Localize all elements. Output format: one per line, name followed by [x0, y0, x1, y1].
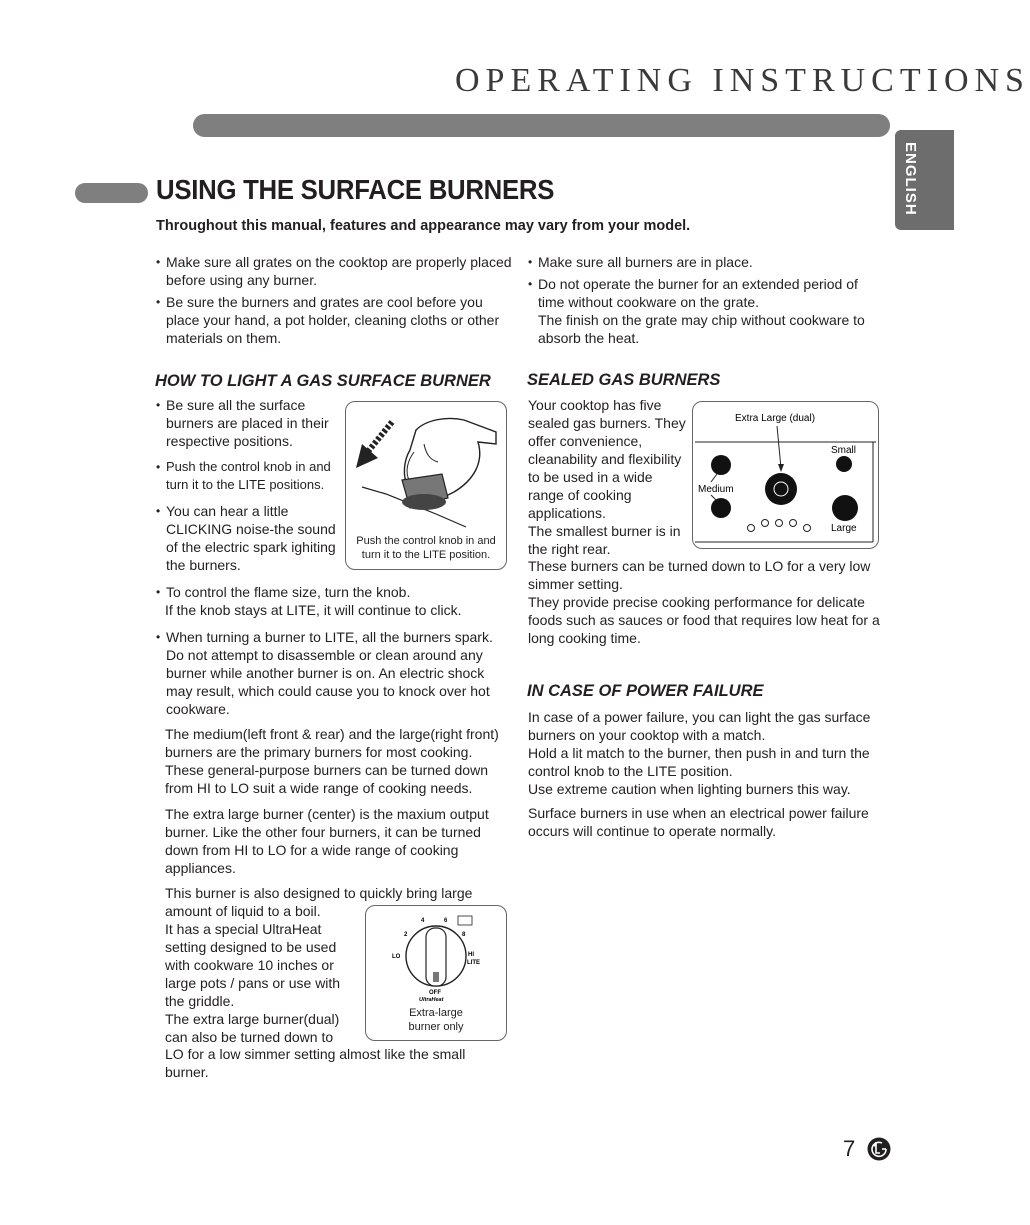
- ultraheat-text-narrow: [165, 920, 355, 1046]
- list-item: • Push the control knob in and turn it to the LITE positions.: [156, 458, 344, 494]
- paragraph: The extra large burner(dual) can also be turned down to: [165, 1011, 340, 1045]
- large-burner-icon: [832, 495, 858, 521]
- large-label: Large: [831, 523, 857, 534]
- medium-label: Medium: [698, 484, 734, 495]
- down-arrow-icon: [356, 422, 392, 468]
- sealed-text-wide: [528, 557, 884, 647]
- cooktop-diagram: [693, 402, 878, 548]
- lite-label: LITE: [467, 960, 480, 966]
- paragraph: The medium(left front & rear) and the large(right front) burners are the primary burners for most cooking. These general-purpose burners can be turned down from HI to LO suit a wide range of cooking needs.: [165, 726, 499, 796]
- paragraph: The smallest burner is in the right rear.: [528, 523, 681, 557]
- tick-label: 4: [421, 918, 425, 924]
- flame-control-text: [156, 583, 512, 718]
- extra-large-burner-icon: [765, 473, 797, 505]
- burner-layout-diagram: [692, 401, 879, 549]
- small-burner-icon: [836, 456, 852, 472]
- paragraph: Use extreme caution when lighting burners this way.: [528, 781, 851, 797]
- paragraph: In case of a power failure, you can light the gas surface burners on your cooktop with a match.: [528, 709, 871, 743]
- title-bar-divider: [193, 114, 890, 137]
- list-item: • Make sure all burners are in place.: [528, 253, 884, 271]
- paragraph: The extra large burner (center) is the maxium output burner. Like the other four burners, it can be turned down from HI to LO for a wide range of cooking appliances.: [165, 806, 489, 876]
- paragraph: Surface burners in use when an electrical power failure occurs will continue to operate normally.: [528, 805, 869, 839]
- language-tab-label: ENGLISH: [902, 142, 919, 216]
- list-item-continuation: The finish on the grate may chip without cookware to absorb the heat.: [538, 312, 865, 346]
- language-tab: [895, 130, 954, 230]
- medium-front-burner-icon: [711, 498, 731, 518]
- list-item: • To control the flame size, turn the knob.: [156, 583, 512, 601]
- intro-right-list: [528, 253, 884, 347]
- paragraph: Your cooktop has five sealed gas burners. They offer convenience, cleanability and flexibility to be used in a wide range of cooking applications.: [528, 397, 686, 521]
- light-bullets: [156, 396, 344, 574]
- page-number: 7: [843, 1136, 856, 1161]
- extra-large-label: Extra Large (dual): [735, 413, 816, 424]
- list-item: • Be sure the burners and grates are cool before you place your hand, a pot holder, cleaning cloths or other materials on them.: [156, 293, 512, 347]
- tick-label: 8: [462, 932, 466, 938]
- list-item: • Make sure all grates on the cooktop are properly placed before using any burner.: [156, 253, 512, 289]
- section-title: USING THE SURFACE BURNERS: [156, 174, 555, 205]
- medium-rear-burner-icon: [711, 455, 731, 475]
- list-item: • Be sure all the surface burners are placed in their respective positions.: [156, 396, 344, 450]
- list-item: • Do not operate the burner for an extended period of time without cookware on the grate.: [528, 275, 884, 311]
- hi-label: HI: [468, 952, 474, 958]
- sealed-heading: SEALED GAS BURNERS: [527, 371, 721, 389]
- ultraheat-text-bottom: [165, 1045, 505, 1081]
- light-heading: HOW TO LIGHT A GAS SURFACE BURNER: [155, 372, 491, 390]
- lo-label: LO: [392, 954, 401, 960]
- paragraph: Hold a lit match to the burner, then push in and turn the control knob to the LITE position.: [528, 745, 870, 779]
- lg-logo: [867, 1137, 891, 1161]
- paragraph: LO for a low simmer setting almost like the small burner.: [165, 1046, 466, 1080]
- ultraheat-symbol-icon: [458, 916, 472, 925]
- knob-push-caption: Push the control knob in and turn it to the LITE position.: [356, 535, 496, 561]
- ultraheat-label: UltraHeat: [419, 997, 444, 1003]
- sealed-text-narrow: [528, 396, 690, 558]
- hand-knob-illustration: [346, 402, 506, 532]
- knob-dial-illustration: [366, 906, 506, 1004]
- page-title: OPERATING INSTRUCTIONS: [455, 62, 1030, 99]
- paragraph: They provide precise cooking performance for delicate foods such as sauces or food that requires low heat for a long cooking time.: [528, 594, 880, 646]
- control-knob-icon: [402, 474, 448, 510]
- knob-dial-caption: Extra-large burner only: [408, 1007, 464, 1033]
- burner-description: [165, 725, 510, 877]
- intro-left-list: [156, 253, 512, 347]
- small-label: Small: [831, 445, 857, 456]
- power-heading: IN CASE OF POWER FAILURE: [527, 682, 764, 700]
- paragraph: These burners can be turned down to LO for a very low simmer setting.: [528, 558, 871, 592]
- tick-label: 2: [404, 932, 408, 938]
- knob-indicators-icon: [748, 520, 811, 532]
- section-subtitle: Throughout this manual, features and appearance may vary from your model.: [156, 218, 691, 234]
- power-text: [528, 708, 878, 840]
- list-item: • When turning a burner to LITE, all the burners spark. Do not attempt to disassemble or clean around any burner while another burner is on. An electric shock may result, which could cause you to knock over hot cookware.: [156, 628, 512, 718]
- paragraph: It has a special UltraHeat setting designed to be used with cookware 10 inches or large pots / pans or use with the griddle.: [165, 921, 341, 1009]
- list-item-continuation: If the knob stays at LITE, it will continue to click.: [165, 602, 462, 618]
- tick-label: 6: [444, 918, 448, 924]
- paragraph: This burner is also designed to quickly bring large amount of liquid to a boil.: [165, 885, 473, 919]
- off-label: OFF: [429, 990, 441, 996]
- section-marker: [75, 183, 148, 203]
- list-item: • You can hear a little CLICKING noise-the sound of the electric spark ighiting the burners.: [156, 502, 344, 574]
- knob-push-figure: [345, 401, 507, 570]
- knob-dial-figure: [365, 905, 507, 1041]
